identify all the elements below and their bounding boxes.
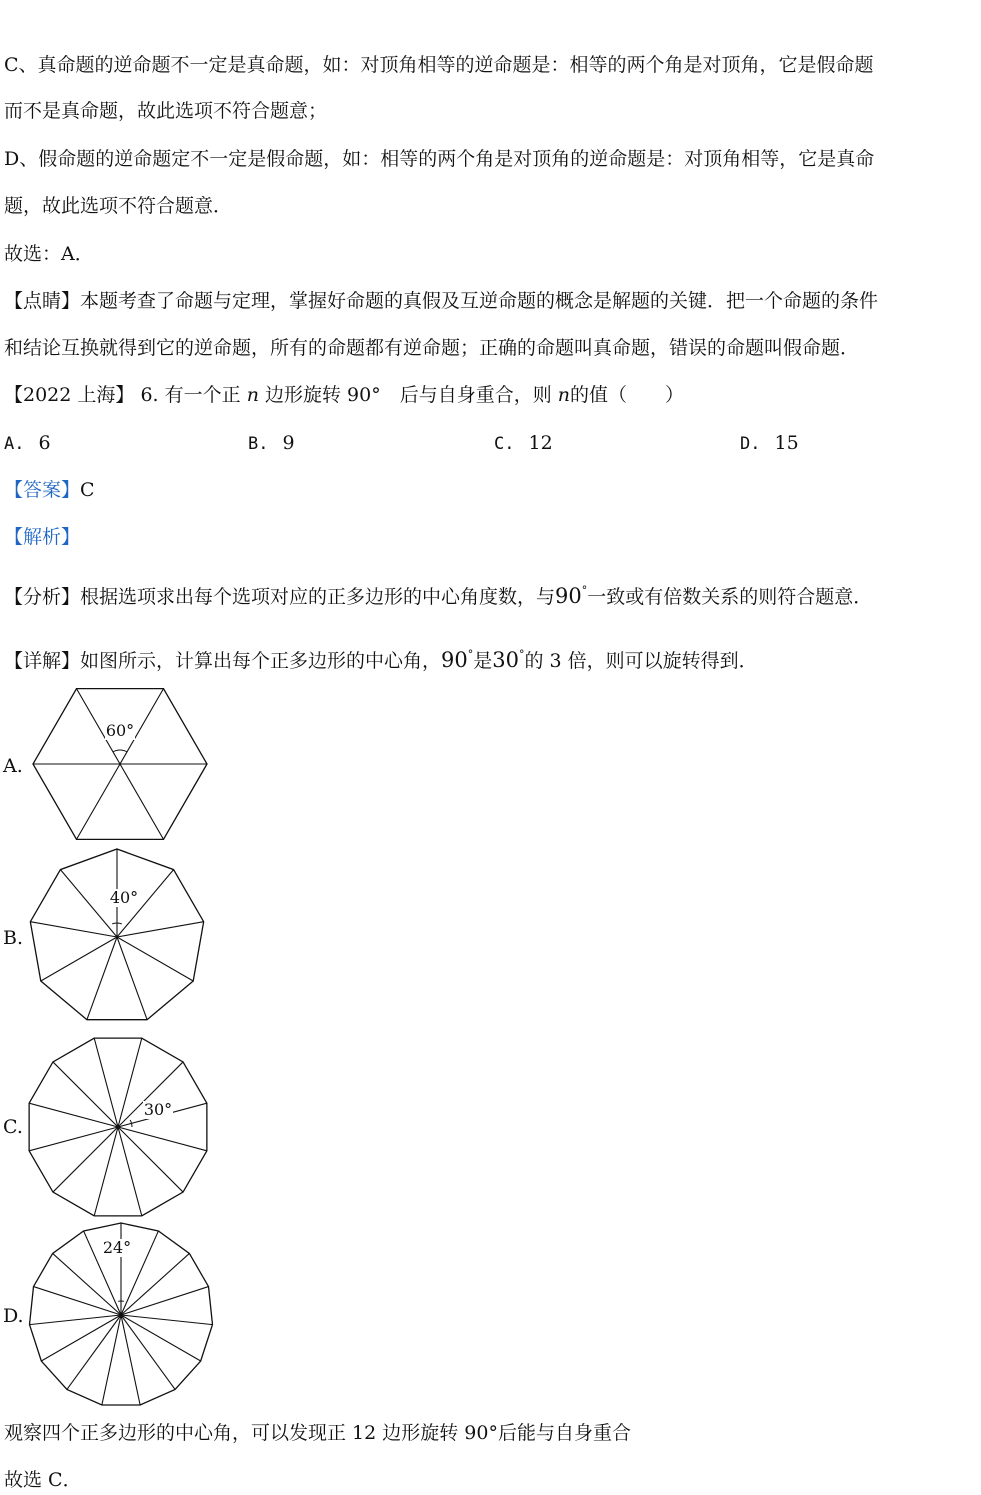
figure-c-label: C. xyxy=(3,1116,23,1138)
answer-tag: 【答案】 xyxy=(4,479,81,501)
detail-deg-30: 30 xyxy=(492,648,520,672)
question-text-2: 边形旋转 90° 后与自身重合，则 xyxy=(265,384,552,406)
analysis-deg-symbol: ° xyxy=(581,584,588,597)
line-c-option-2: 而不是真命题，故此选项不符合题意； xyxy=(4,100,328,122)
polygon-spoke xyxy=(121,1253,189,1315)
angle-label: 30° xyxy=(143,1100,173,1119)
option-a-label: A. xyxy=(4,434,25,454)
detail-tag: 【详解】 xyxy=(4,650,81,672)
analysis-tag: 【分析】 xyxy=(4,586,81,608)
question-var-n: n xyxy=(246,384,259,406)
answer-value: C xyxy=(80,479,95,501)
option-b-value: 9 xyxy=(282,432,295,454)
detail-text-2: 是 xyxy=(473,650,493,672)
figure-d-label: D. xyxy=(3,1305,24,1327)
line-choose-a: 故选：A． xyxy=(4,243,94,265)
polygon-spoke xyxy=(34,1287,121,1315)
angle-label: 60° xyxy=(105,721,135,740)
detail-text-1: 如图所示，计算出每个正多边形的中心角， xyxy=(80,650,442,672)
detail-text-3: 的 3 倍，则可以旋转得到． xyxy=(524,650,758,672)
line-c-option-1: C、真命题的逆命题不一定是真命题，如：对顶角相等的逆命题是：相等的两个角是对顶角，它是假命题 xyxy=(4,54,874,76)
line-d-option-1: D、假命题的逆命题定不一定是假命题，如：相等的两个角是对顶角的逆命题是：对顶角相等，它是真命 xyxy=(4,148,875,170)
question-text-1: 有一个正 xyxy=(164,384,241,406)
line-comment-1: 【点睛】本题考查了命题与定理，掌握好命题的真假及互逆命题的概念是解题的关键．把一个命题的条件 xyxy=(4,290,879,312)
line-comment-2: 和结论互换就得到它的逆命题，所有的命题都有逆命题；正确的命题叫真命题，错误的命题叫假命题． xyxy=(4,337,860,359)
final-choice-line: 故选 C． xyxy=(4,1469,82,1491)
option-d-value: 15 xyxy=(774,432,799,454)
polygon-spoke xyxy=(53,1253,121,1315)
figure-b-label: B. xyxy=(3,927,24,949)
analysis-deg-90: 90 xyxy=(555,584,582,608)
detail-deg-90: 90 xyxy=(441,648,468,672)
question-source: 【2022 上海】 xyxy=(4,384,135,406)
option-b-label: B. xyxy=(248,434,269,454)
question-number: 6. xyxy=(140,384,159,406)
conclusion-line: 观察四个正多边形的中心角，可以发现正 12 边形旋转 90°后能与自身重合 xyxy=(4,1422,631,1444)
analysis-text-1: 根据选项求出每个选项对应的正多边形的中心角度数，与 xyxy=(80,586,556,608)
detail-deg-symbol-1: ° xyxy=(467,648,474,661)
option-a-value: 6 xyxy=(38,432,51,454)
polygon-spoke xyxy=(121,1287,208,1315)
angle-label: 40° xyxy=(109,888,139,907)
option-c-label: C. xyxy=(494,434,515,454)
angle-label: 24° xyxy=(102,1238,132,1257)
analysis-tag-line: 【解析】 xyxy=(4,526,81,548)
option-d-label: D. xyxy=(740,434,761,454)
option-c-value: 12 xyxy=(528,432,553,454)
line-d-option-2: 题，故此选项不符合题意． xyxy=(4,195,233,217)
analysis-text-2: 一致或有倍数关系的则符合题意． xyxy=(587,586,873,608)
question-text-3: 的值（ ） xyxy=(570,384,685,406)
question-var-n-2: n xyxy=(557,384,571,406)
figure-a-label: A. xyxy=(3,755,23,777)
detail-deg-symbol-2: ° xyxy=(519,648,525,661)
